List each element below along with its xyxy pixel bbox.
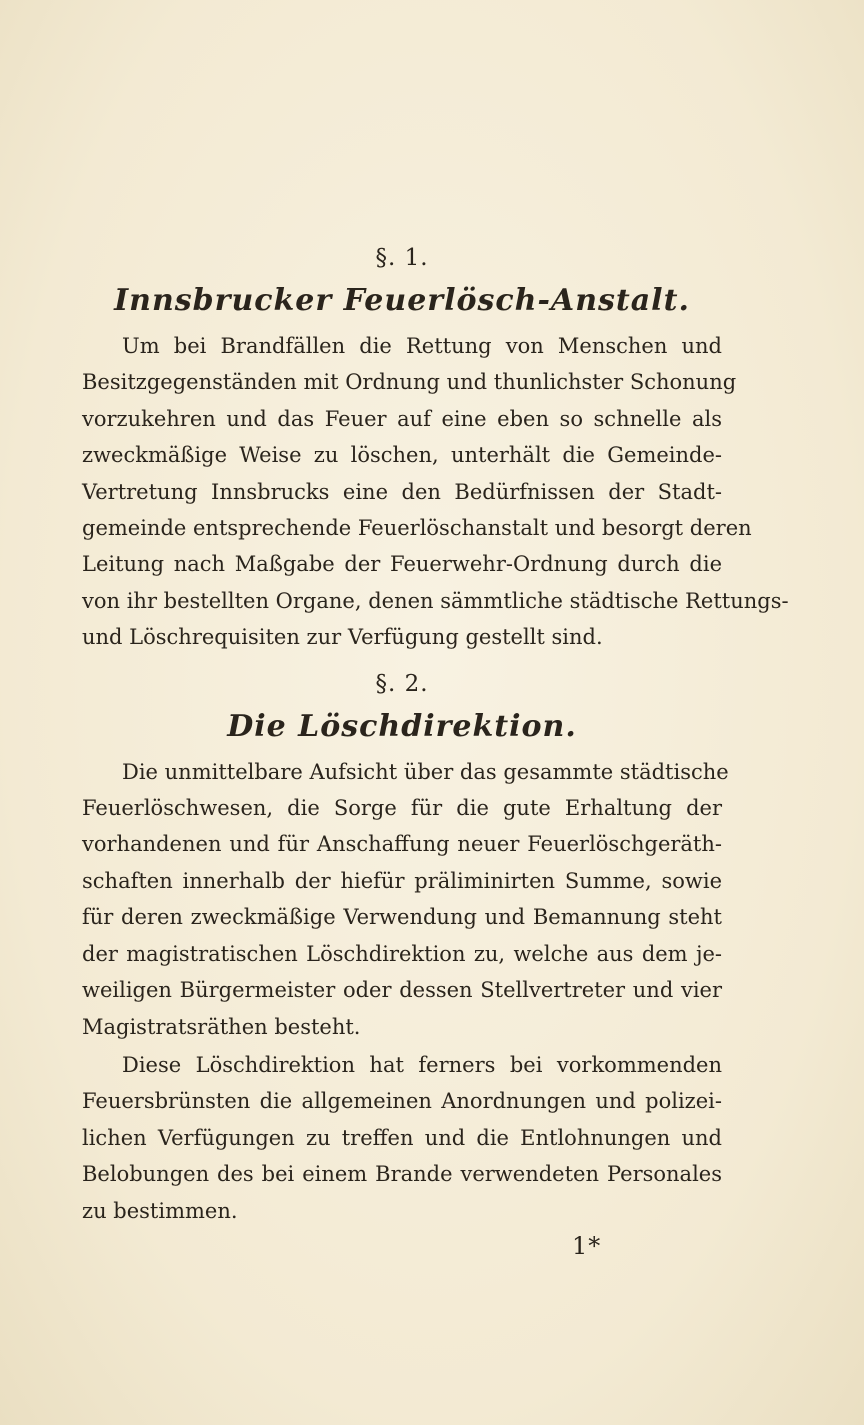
paragraph-line: zu bestimmen. <box>82 1198 238 1223</box>
section-2-paragraph-1 <box>82 754 729 1045</box>
signature-mark: 1* <box>572 1232 602 1260</box>
paragraph-line: Besitzgegenständen mit Ordnung und thunlichster Schonung <box>82 370 737 395</box>
paragraph-line: Magistratsräthen besteht. <box>82 1014 361 1039</box>
section-1-title: Innsbrucker Feuerlösch-Anstalt. <box>114 283 690 318</box>
page-content <box>82 238 789 1229</box>
paragraph-line: schaften innerhalb der hiefür präliminirten Summe, sowie <box>82 868 722 893</box>
paragraph-line: und Löschrequisiten zur Verfügung gestellt sind. <box>82 625 603 650</box>
section-1-paragraph <box>82 328 789 656</box>
paragraph-line: Belobungen des bei einem Brande verwendeten Personales <box>82 1162 722 1187</box>
paragraph-line: Diese Löschdirektion hat ferners bei vorkommenden <box>122 1052 722 1077</box>
section-2-title: Die Löschdirektion. <box>227 708 577 744</box>
paragraph-line: zweckmäßige Weise zu löschen, unterhält die Gemeinde- <box>82 443 722 468</box>
paragraph-line: vorhandenen und für Anschaffung neuer Feuerlöschgeräth- <box>82 832 722 857</box>
paragraph-line: weiligen Bürgermeister oder dessen Stellvertreter und vier <box>82 978 722 1003</box>
paragraph-line: Vertretung Innsbrucks eine den Bedürfnissen der Stadt- <box>82 479 722 504</box>
paragraph-line: Die unmittelbare Aufsicht über das gesammte städtische <box>122 759 729 784</box>
paragraph-line: lichen Verfügungen zu treffen und die Entlohnungen und <box>82 1125 722 1150</box>
paragraph-line: gemeinde entsprechende Feuerlöschanstalt und besorgt deren <box>82 516 752 541</box>
paragraph-line: von ihr bestellten Organe, denen sämmtliche städtische Rettungs- <box>82 588 789 613</box>
paragraph-line: Leitung nach Maßgabe der Feuerwehr-Ordnung durch die <box>82 552 722 577</box>
section-1-number: §. 1. <box>375 245 429 271</box>
section-2-number: §. 2. <box>375 670 429 697</box>
paragraph-line: Feuerlöschwesen, die Sorge für die gute Erhaltung der <box>82 796 722 821</box>
paragraph-line: für deren zweckmäßige Verwendung und Bemannung steht <box>82 905 722 930</box>
paragraph-line: der magistratischen Löschdirektion zu, welche aus dem je- <box>82 941 722 966</box>
paragraph-line: Feuersbrünsten die allgemeinen Anordnungen und polizei- <box>82 1089 722 1114</box>
paragraph-line: vorzukehren und das Feuer auf eine eben so schnelle als <box>82 406 722 431</box>
paragraph-line: Um bei Brandfällen die Rettung von Menschen und <box>122 334 722 358</box>
section-2-paragraph-2 <box>82 1047 722 1229</box>
